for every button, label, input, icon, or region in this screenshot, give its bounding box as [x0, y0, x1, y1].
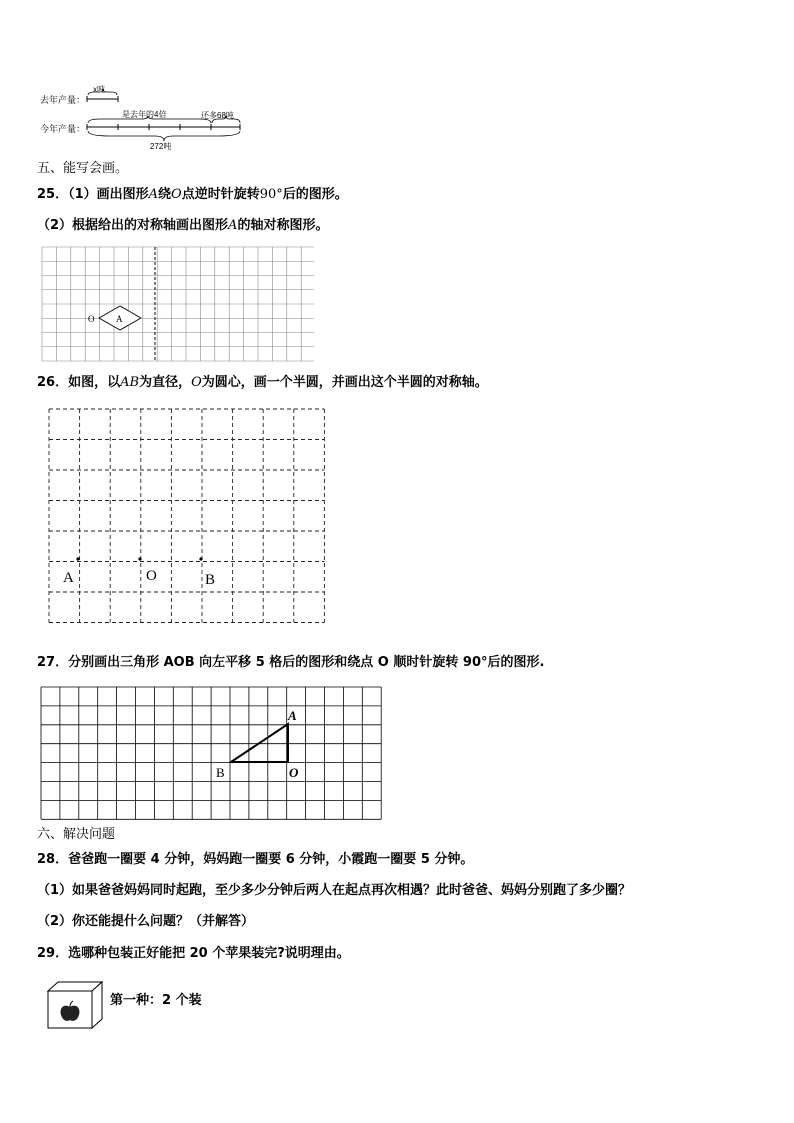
q28-part2: （2）你还能提什么问题？（并解答）	[37, 914, 255, 929]
point-o-label: O	[289, 765, 299, 780]
section-5-title: 五、能写会画。	[37, 161, 129, 176]
q26-text-a: 如图，以	[68, 375, 121, 390]
var-ab: AB	[120, 375, 140, 390]
question-number: 25．	[37, 187, 69, 202]
option-1-label: 第一种：2 个装	[110, 993, 202, 1008]
question-25	[37, 187, 348, 203]
q28-part1: （1）如果爸爸妈妈同时起跑，至少多少分钟后两人在起点再次相遇？此时爸爸、妈妈分别跑了多少圈？	[37, 883, 632, 898]
point-a-label: A	[288, 708, 297, 723]
q25-grid	[40, 245, 314, 363]
point-o-dot	[138, 557, 141, 560]
var-o: O	[191, 375, 202, 390]
var-o: O	[171, 187, 182, 202]
angle-value: 90°	[259, 187, 283, 202]
question-27	[37, 655, 544, 671]
point-a-dot	[76, 557, 79, 560]
question-26	[37, 375, 488, 391]
point-b-label: B	[205, 572, 216, 588]
q25-part2-text-a: （2）根据给出的对称轴画出图形	[37, 218, 229, 233]
total-label: 272吨	[150, 142, 172, 151]
q25-part1-text-c: 点逆时针旋转	[181, 187, 260, 202]
question-number: 26．	[37, 375, 69, 390]
q26-dashed-grid	[45, 405, 327, 627]
x-ton-label: x吨	[93, 85, 105, 94]
question-28	[37, 852, 473, 868]
shape-a-label: A	[116, 314, 123, 324]
q25-part1-text-b: 绕	[158, 187, 172, 202]
q26-text-b: 为直径，	[139, 375, 192, 390]
apple-icon	[61, 1006, 80, 1021]
q25-part2-text-b: 的轴对称图形。	[237, 218, 329, 233]
point-b-label: B	[216, 765, 225, 780]
question-25-part2	[37, 218, 328, 234]
question-29	[37, 946, 350, 962]
point-a-label: A	[63, 570, 74, 586]
q28-text: 爸爸跑一圈要 4 分钟，妈妈跑一圈要 6 分钟，小霞跑一圈要 5 分钟。	[68, 852, 474, 867]
apple-box-icon	[44, 979, 106, 1031]
triangle-aob	[231, 724, 288, 762]
point-o-label: O	[146, 568, 157, 584]
point-o-label: O	[88, 314, 95, 324]
q29-text: 选哪种包装正好能把 20 个苹果装完?说明理由。	[68, 946, 350, 961]
var-a: A	[148, 187, 159, 202]
point-b-dot	[199, 557, 202, 560]
more-label: 还多68吨	[201, 111, 234, 120]
question-number: 27．	[37, 655, 69, 670]
q27-text: 分别画出三角形 AOB 向左平移 5 格后的图形和绕点 O 顺时针旋转 90°后的图形.	[68, 655, 545, 670]
var-a: A	[228, 218, 238, 233]
question-number: 28．	[37, 852, 69, 867]
q27-grid	[40, 686, 383, 820]
q25-part1-text-d: 后的图形。	[282, 187, 348, 202]
question-number: 29．	[37, 946, 69, 961]
times-label: 是去年的4倍	[122, 110, 167, 119]
segment-lines	[80, 88, 250, 146]
this-year-label: 今年产量：	[40, 124, 86, 134]
last-year-label: 去年产量：	[40, 95, 86, 105]
q25-part1-text-a: （1）画出图形	[68, 187, 149, 202]
section-6-title: 六、解决问题	[37, 827, 116, 842]
q26-text-c: 为圆心，画一个半圆，并画出这个半圆的对称轴。	[201, 375, 488, 390]
